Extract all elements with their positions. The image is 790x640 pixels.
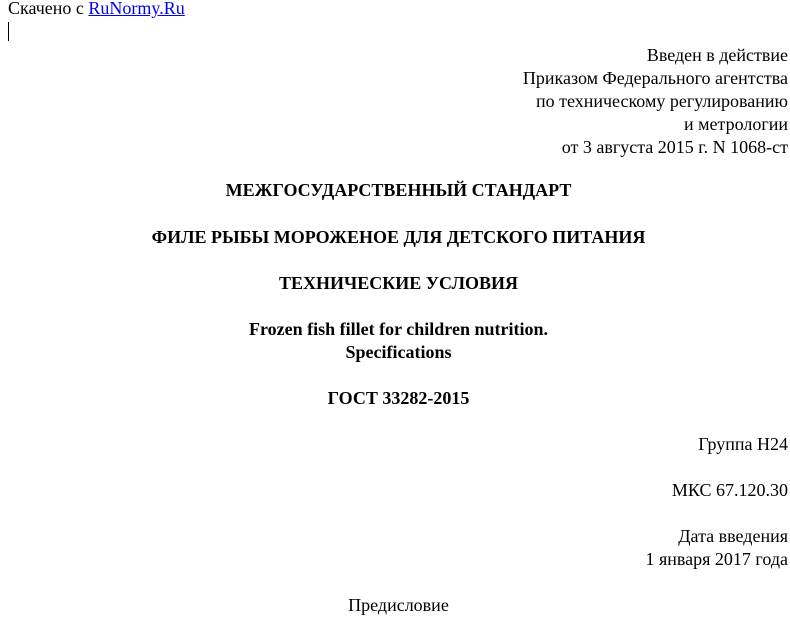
mks-code: МКС 67.120.30 [671,480,788,500]
intro-line: и метрологии [684,114,788,134]
intro-line: Введен в действие [646,45,788,65]
document-title: ФИЛЕ РЫБЫ МОРОЖЕНОЕ ДЛЯ ДЕТСКОГО ПИТАНИЯ [151,227,646,247]
english-title-line2: Specifications [345,342,452,362]
standard-type: МЕЖГОСУДАРСТВЕННЫЙ СТАНДАРТ [225,180,572,200]
effective-date-label: Дата введения [678,526,788,546]
runormy-link[interactable]: RuNormy.Ru [88,0,185,18]
group-code: Группа Н24 [698,434,788,454]
english-title-line1: Frozen fish fillet for children nutrition. [249,319,548,339]
source-line [8,0,185,20]
section-title-preface: Предисловие [348,595,449,615]
text-cursor [8,22,9,41]
intro-line: по техническому регулированию [535,91,788,111]
introduction-block [228,44,788,159]
effective-date-value: 1 января 2017 года [645,549,788,569]
source-prefix: Скачено с [8,0,89,18]
intro-line: Приказом Федерального агентства [522,68,788,88]
document-subtitle: ТЕХНИЧЕСКИЕ УСЛОВИЯ [279,273,518,293]
gost-designation: ГОСТ 33282-2015 [327,388,470,408]
intro-line: от 3 августа 2015 г. N 1068-ст [561,137,788,157]
